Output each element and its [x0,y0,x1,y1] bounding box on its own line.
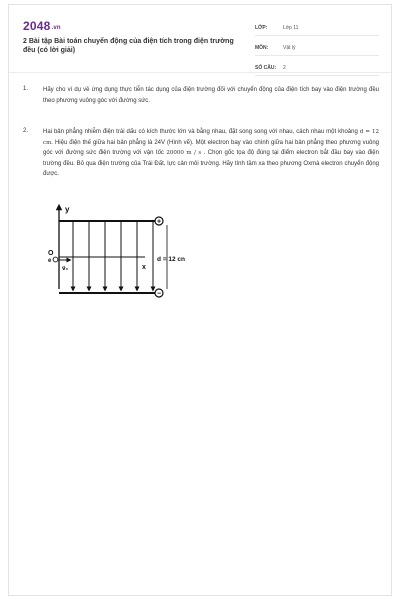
distance-label: d = 12 cn [157,256,185,263]
meta-panel [255,20,379,80]
header-divider [9,72,391,73]
meta-value: Vật lý [283,44,296,51]
document-page [8,4,392,596]
question-text [43,127,379,180]
y-axis-label: y [65,205,70,214]
electron-dot [53,257,58,262]
question-number: 2. [23,128,29,134]
question-text-part: Hai bản phẳng nhiễm điện trái dấu có kích thước lớn và bằng nhau, đặt song song với nhau, cách nhau một khoảng [43,129,360,135]
meta-label: MÔN: [255,44,269,51]
field-diagram [45,203,185,303]
velocity-label: v⃗₀ [62,266,69,272]
meta-label: SỐ CÂU: [255,64,277,71]
plus-sign: + [156,218,162,226]
question-text-part: . Chọn gốc tọa độ đúng tại điểm electron bắt đầu bay vào điện trường đều. Bỏ qua điện trường của Trái Đất, lực cản môi trường. Hãy tính tầm xa theo phương Oxmà electron chuyển động được. [43,150,379,177]
question-number: 1. [23,86,29,92]
meta-value: Lớp 11 [283,24,299,31]
question-2 [23,127,379,180]
x-axis-label: x [142,264,146,271]
field-diagram-svg [45,203,185,303]
logo-text: 2048 [23,19,51,33]
minus-sign: − [156,290,162,298]
meta-row-class [255,20,379,36]
meta-row-count [255,60,379,76]
math-velocity: 20000 m / s [166,150,202,156]
question-text: Hãy cho ví dụ về ứng dụng thực tiễn tác dụng của điện trường đối với chuyển động của điện tích bay vào điện trường đều theo phương vuông góc với đường sức. [43,87,379,104]
math-distance: d = 12 cm [43,129,379,146]
field-lines [73,221,153,289]
question-text-part: . Hiệu điện thế giữa hai bản phẳng là 24V (Hình vẽ). Một electron bay vào chính giữa hai bản phẳng theo phương vuông góc với đường sức điện trường với vận tốc [43,139,379,156]
meta-label: LỚP: [255,24,268,31]
question-1 [23,85,379,106]
electron-label: e [48,258,52,264]
page-title: 2 Bài tập Bài toán chuyển động của điện tích trong điện trường đều (có lời giải) [23,38,234,54]
meta-value: 2 [283,64,286,71]
site-logo[interactable] [23,19,61,33]
origin-label: O [48,250,54,257]
logo-suffix: .vn [51,25,61,31]
meta-row-subject [255,40,379,56]
